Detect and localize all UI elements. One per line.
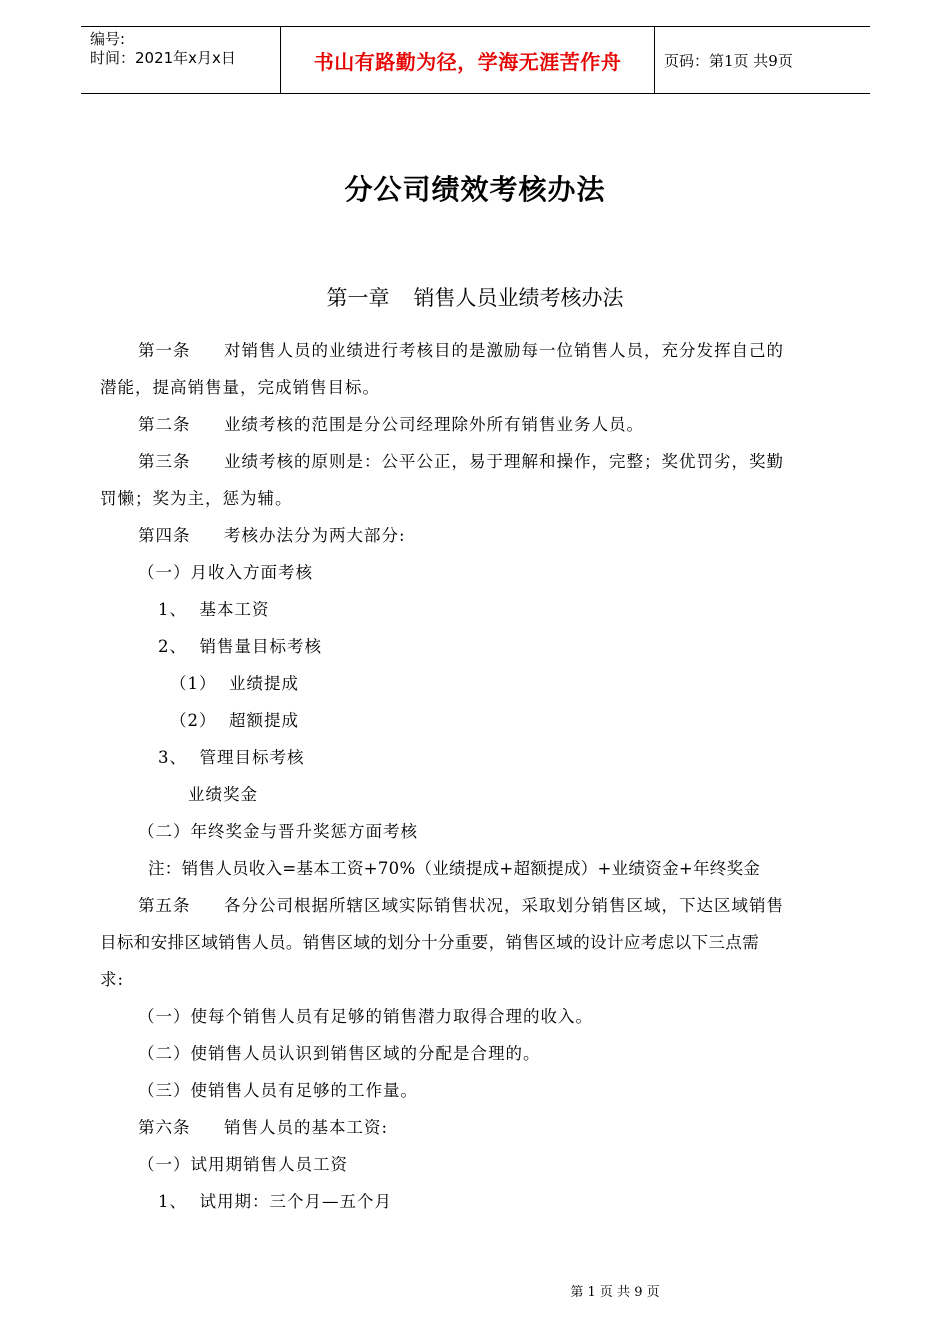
section-1: （一）月收入方面考核	[138, 563, 313, 582]
document-body	[100, 332, 852, 1220]
section-1-item-1: 1、 基本工资	[158, 600, 270, 619]
article-label: 第四条	[138, 526, 191, 545]
article-3-line-2: 罚懒；奖为主，惩为辅。	[100, 489, 293, 508]
article-5-item-3: （三）使销售人员有足够的工作量。	[138, 1081, 418, 1100]
header-meta	[81, 27, 281, 93]
article-label: 第五条	[138, 896, 191, 915]
page-footer: 第 1 页 共 9 页	[570, 1285, 660, 1300]
article-2	[100, 406, 852, 443]
article-text: 对销售人员的业绩进行考核目的是激励每一位销售人员，充分发挥自己的	[224, 341, 784, 360]
article-label: 第六条	[138, 1118, 191, 1137]
chapter-title: 销售人员业绩考核办法	[413, 286, 624, 310]
doc-number-label: 编号:	[90, 30, 126, 48]
article-label: 第二条	[138, 415, 191, 434]
income-note: 注：销售人员收入=基本工资+70%（业绩提成+超额提成）+业绩资金+年终奖金	[148, 859, 761, 878]
article-6-section-1-item-1: 1、 试用期：三个月—五个月	[158, 1192, 392, 1211]
section-2: （二）年终奖金与晋升奖惩方面考核	[138, 822, 418, 841]
article-label: 第三条	[138, 452, 191, 471]
article-4	[100, 517, 852, 554]
article-5-line-2: 目标和安排区域销售人员。销售区域的划分十分重要，销售区域的设计应考虑以下三点需	[100, 933, 760, 952]
article-text: 销售人员的基本工资:	[224, 1118, 389, 1137]
article-6	[100, 1109, 852, 1146]
page-header	[81, 26, 870, 94]
section-1-item-3-a: 业绩奖金	[188, 785, 258, 804]
article-5-line-3: 求:	[100, 970, 125, 989]
header-motto: 书山有路勤为径，学海无涯苦作舟	[281, 27, 655, 93]
section-1-item-2: 2、 销售量目标考核	[158, 637, 322, 656]
article-label: 第一条	[138, 341, 191, 360]
article-5-item-1: （一）使每个销售人员有足够的销售潜力取得合理的收入。	[138, 1007, 593, 1026]
article-5-line-1	[100, 887, 852, 924]
section-1-item-3: 3、 管理目标考核	[158, 748, 305, 767]
article-1-line-2: 潜能，提高销售量，完成销售目标。	[100, 378, 380, 397]
article-text: 各分公司根据所辖区域实际销售状况，采取划分销售区域，下达区域销售	[224, 896, 784, 915]
doc-time-label: 时间：2021年x月x日	[90, 49, 236, 67]
article-text: 业绩考核的原则是：公平公正，易于理解和操作，完整；奖优罚劣，奖勤	[224, 452, 784, 471]
article-text: 业绩考核的范围是分公司经理除外所有销售业务人员。	[224, 415, 644, 434]
section-1-item-2-1: （1） 业绩提成	[170, 674, 299, 693]
article-1-line-1	[100, 332, 852, 369]
chapter-number: 第一章	[326, 286, 390, 310]
article-6-section-1: （一）试用期销售人员工资	[138, 1155, 348, 1174]
article-5-item-2: （二）使销售人员认识到销售区域的分配是合理的。	[138, 1044, 541, 1063]
header-page-code: 页码：第1页 共9页	[664, 51, 793, 70]
section-1-item-2-2: （2） 超额提成	[170, 711, 299, 730]
chapter-heading	[0, 282, 950, 312]
document-title: 分公司绩效考核办法	[344, 173, 606, 206]
article-3-line-1	[100, 443, 852, 480]
article-text: 考核办法分为两大部分:	[224, 526, 406, 545]
